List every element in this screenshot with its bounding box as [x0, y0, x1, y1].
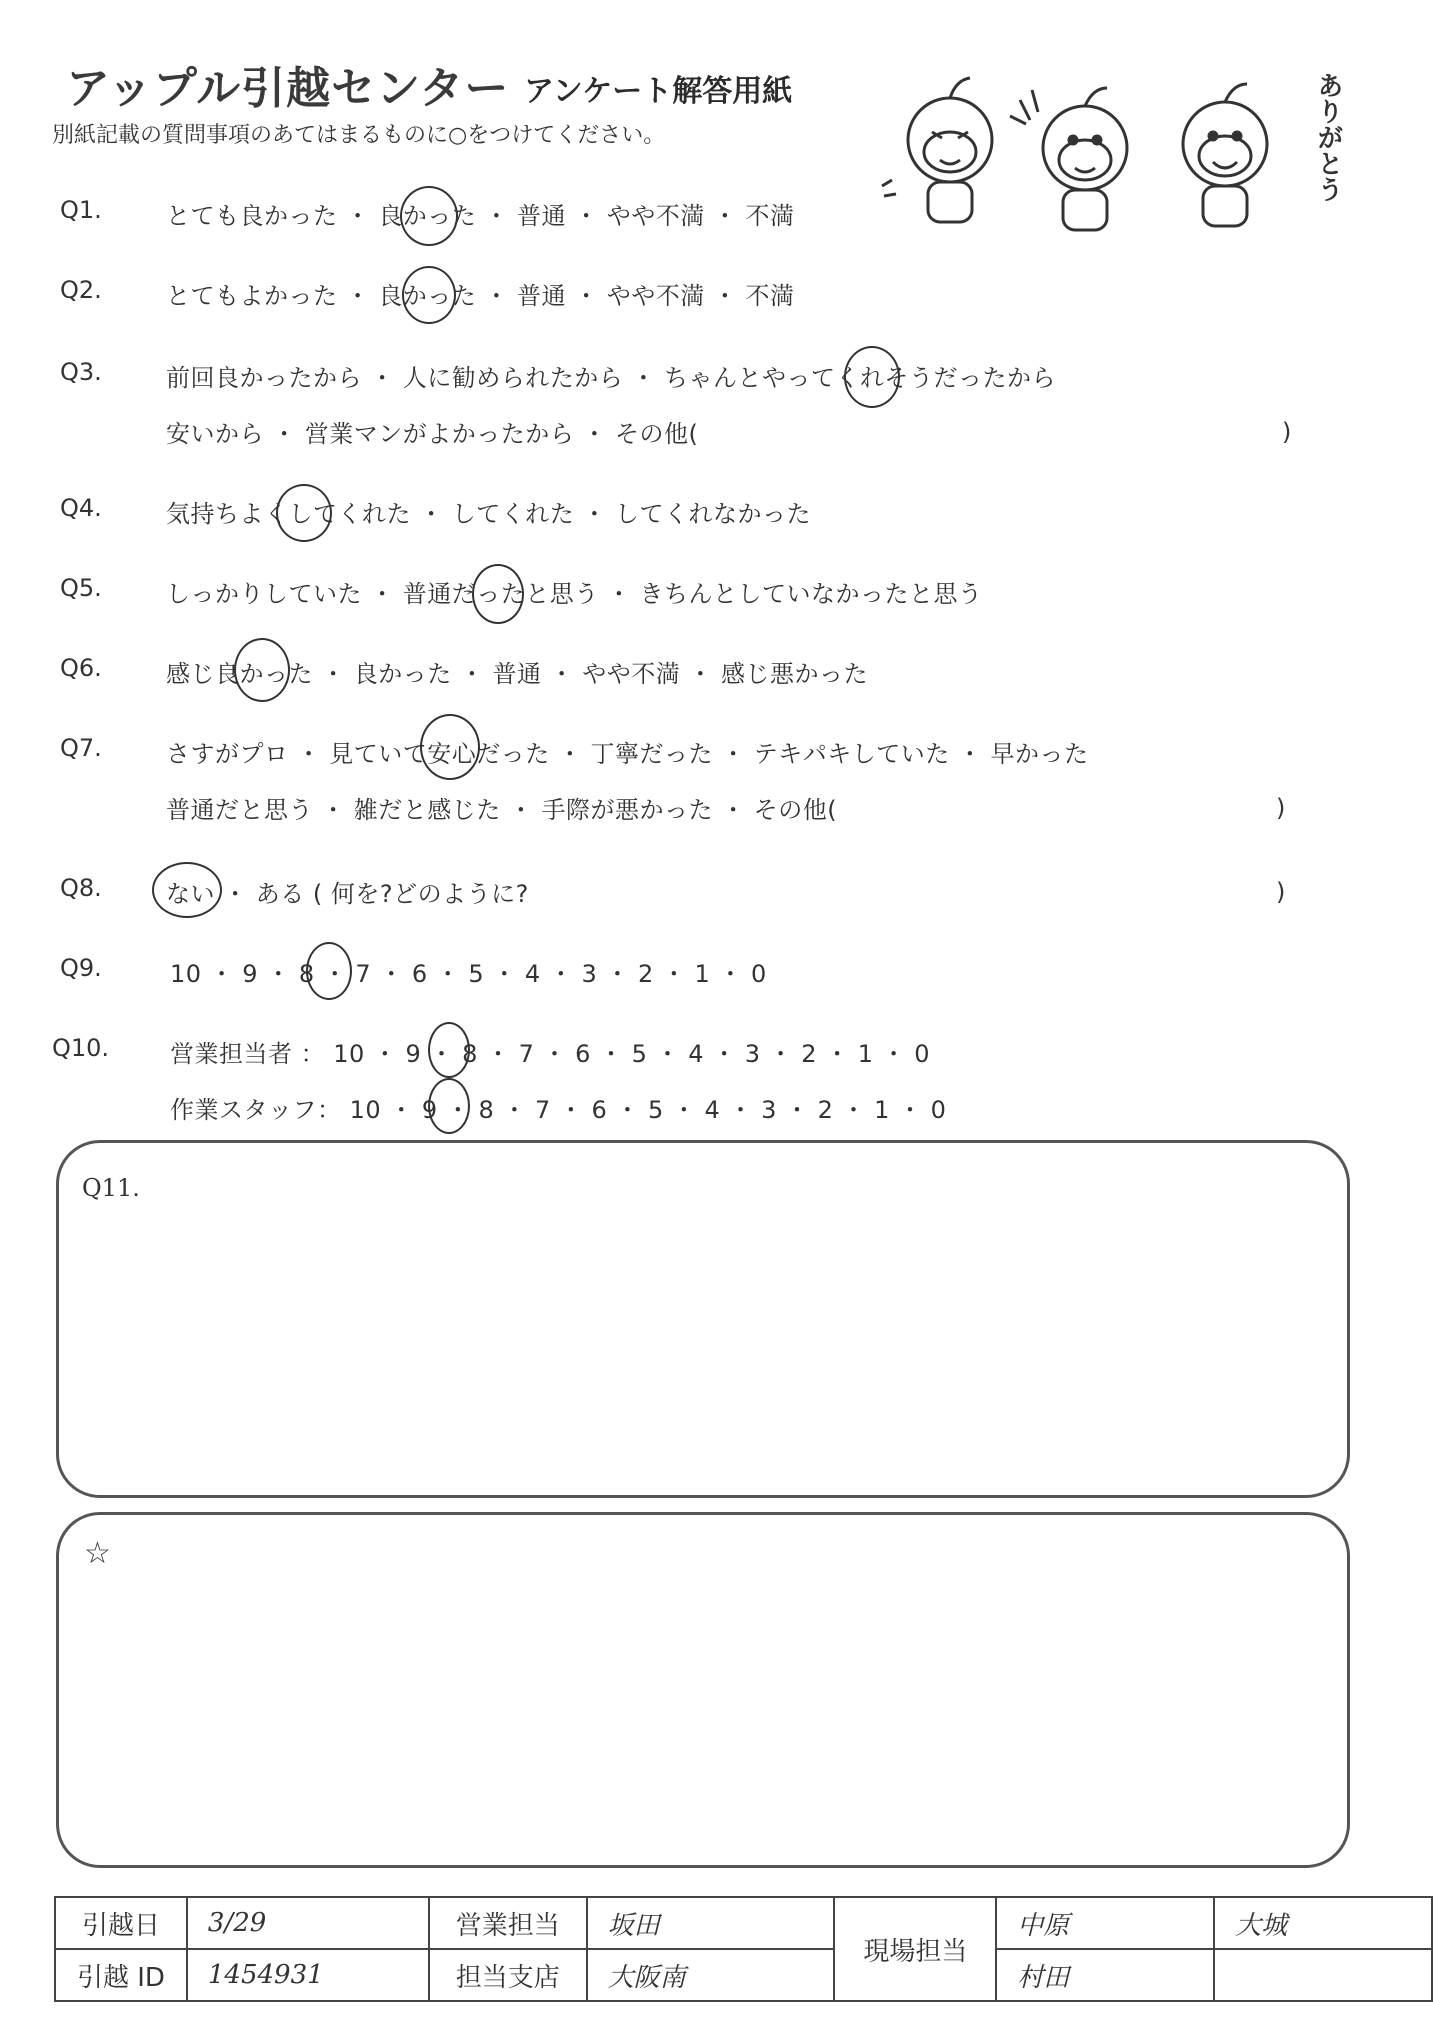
q8-options: ない ・ ある ( 何を?どのように? — [166, 880, 529, 908]
q10-sales-circle-mark — [428, 1022, 470, 1078]
form-subtitle: アンケート解答用紙 — [524, 74, 793, 109]
q9-circle-mark — [306, 942, 352, 1000]
q9-label: Q9. — [60, 954, 102, 982]
q5-label: Q5. — [60, 574, 102, 602]
instruction-text: 別紙記載の質問事項のあてはまるものに○をつけてください。 — [52, 123, 666, 148]
star-comment-box — [56, 1512, 1350, 1868]
sales-label: 営業担当 — [429, 1897, 587, 1949]
site-value-1: 中原 — [996, 1897, 1214, 1949]
q3-label: Q3. — [60, 358, 102, 386]
q7-options-line2: 普通だと思う ・ 雑だと感じた ・ 手際が悪かった ・ その他( — [166, 796, 838, 824]
q1-label: Q1. — [60, 196, 102, 224]
q6-options: 感じ良かった ・ 良かった ・ 普通 ・ やや不満 ・ 感じ悪かった — [166, 660, 869, 688]
q1-options: とても良かった ・ 良かった ・ 普通 ・ やや不満 ・ 不満 — [166, 202, 795, 230]
site-value-2: 大城 — [1214, 1897, 1432, 1949]
footer-table — [54, 1896, 1433, 2002]
site-value-3: 村田 — [996, 1949, 1214, 2001]
q10-staff-circle-mark — [428, 1078, 470, 1134]
move-date-label: 引越日 — [55, 1897, 187, 1949]
q5-options: しっかりしていた ・ 普通だったと思う ・ きちんとしていなかったと思う — [166, 580, 983, 608]
q2-label: Q2. — [60, 276, 102, 304]
q7-options-line1: さすがプロ ・ 見ていて安心だった ・ 丁寧だった ・ テキパキしていた ・ 早かった — [166, 740, 1089, 768]
q11-comment-box — [56, 1140, 1350, 1498]
q3-circle-mark — [844, 346, 900, 408]
brand-title: アップル引越センター — [66, 63, 510, 114]
sales-value: 坂田 — [587, 1897, 835, 1949]
thanks-vertical-text: ありがとう — [1313, 72, 1343, 202]
site-label: 現場担当 — [834, 1897, 996, 2001]
q7-close-paren: ) — [1276, 794, 1286, 822]
q3-options-line1: 前回良かったから ・ 人に勧められたから ・ ちゃんとやってくれそうだったから — [166, 364, 1057, 392]
q10-sales-scale: 営業担当者 ： 10 ・ 9 ・ 8 ・ 7 ・ 6 ・ 5 ・ 4 ・ 3 ・ 2 ・ 1 ・ 0 — [170, 1040, 931, 1068]
branch-value: 大阪南 — [587, 1949, 835, 2001]
q4-circle-mark — [276, 484, 332, 542]
q10-label: Q10. — [52, 1034, 110, 1062]
q3-close-paren: ) — [1282, 418, 1292, 446]
q7-label: Q7. — [60, 734, 102, 762]
monkey-mascots-icon — [880, 60, 1300, 240]
q9-scale: 10 ・ 9 ・ 8 ・ 7 ・ 6 ・ 5 ・ 4 ・ 3 ・ 2 ・ 1 ・ 0 — [170, 960, 767, 988]
move-id-value: 1454931 — [187, 1949, 429, 2001]
q10-staff-scale: 作業スタッフ： 10 ・ 9 ・ 8 ・ 7 ・ 6 ・ 5 ・ 4 ・ 3 ・ 2 ・ 1 ・ 0 — [170, 1096, 947, 1124]
q8-circle-mark — [152, 862, 222, 918]
move-date-value: 3/29 — [187, 1897, 429, 1949]
q5-circle-mark — [472, 564, 524, 624]
q2-options: とてもよかった ・ 良かった ・ 普通 ・ やや不満 ・ 不満 — [166, 282, 795, 310]
q3-options-line2: 安いから ・ 営業マンがよかったから ・ その他( — [166, 420, 699, 448]
q2-circle-mark — [402, 266, 456, 324]
star-icon: ☆ — [84, 1536, 111, 1571]
site-value-4 — [1214, 1949, 1432, 2001]
q1-circle-mark — [400, 186, 458, 246]
move-id-label: 引越 ID — [55, 1949, 187, 2001]
q4-label: Q4. — [60, 494, 102, 522]
q6-circle-mark — [234, 638, 290, 702]
q4-options: 気持ちよくしてくれた ・ してくれた ・ してくれなかった — [166, 500, 812, 528]
branch-label: 担当支店 — [429, 1949, 587, 2001]
q8-close-paren: ) — [1276, 878, 1286, 906]
q11-label: Q11. — [82, 1174, 140, 1202]
q7-circle-mark — [420, 714, 480, 780]
q6-label: Q6. — [60, 654, 102, 682]
q8-label: Q8. — [60, 874, 102, 902]
